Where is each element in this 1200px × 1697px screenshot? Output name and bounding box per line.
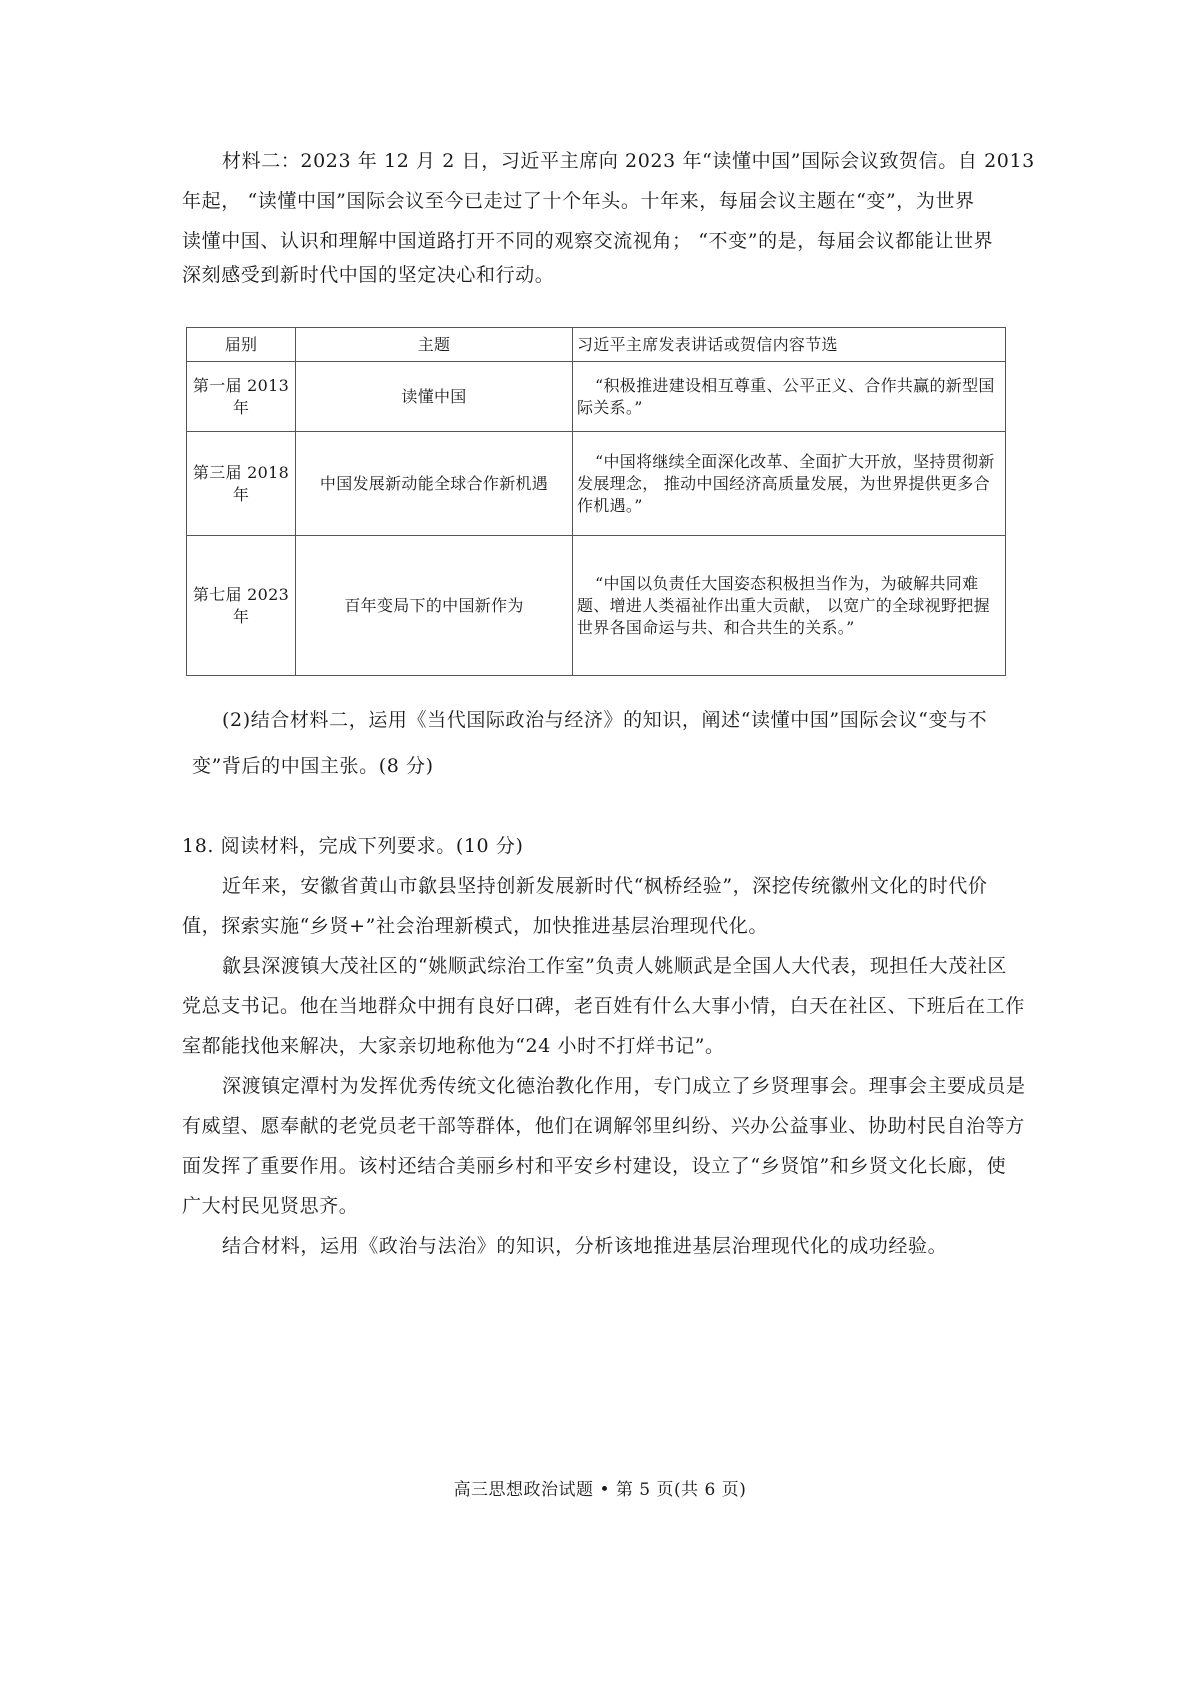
session-label: 年 <box>232 484 250 504</box>
text-line: 深渡镇定潭村为发挥优秀传统文化德治教化作用，专门成立了乡贤理事会。理事会主要成员是 <box>222 1075 1026 1097</box>
theme-cell: 百年变局下的中国新作为 <box>296 536 573 676</box>
text-line: 歙县深渡镇大茂社区的“姚顺武综治工作室”负责人姚顺武是全国人大代表，现担任大茂社区 <box>222 955 1008 977</box>
table-row <box>187 362 1006 432</box>
text-line: 年起， “读懂中国”国际会议至今已走过了十个年头。十年来，每届会议主题在“变”，为世界 <box>182 190 975 212</box>
speech-excerpt: “积极推进建设相互尊重、公平正义、合作共赢的新型国际关系。” <box>577 375 995 417</box>
header-theme: 主题 <box>296 328 573 362</box>
speech-excerpt: “中国将继续全面深化改革、全面扩大开放，坚持贯彻新发展理念， 推动中国经济高质量发展，为世界提供更多合作机遇。” <box>577 451 995 515</box>
session-cell <box>187 432 296 536</box>
question-18 <box>182 826 1026 1266</box>
page-footer: 高三思想政治试题 • 第 5 页(共 6 页) <box>453 1480 747 1500</box>
header-content: 习近平主席发表讲话或贺信内容节选 <box>573 328 1006 362</box>
speech-excerpt: “中国以负责任大国姿态积极担当作为，为破解共同难题、增进人类福祉作出重大贡献， 以宽广的全球视野把握世界各国命运与共、和合共生的关系。” <box>577 573 990 637</box>
theme-cell: 读懂中国 <box>296 362 573 432</box>
session-cell <box>187 536 296 676</box>
text-line: 室都能找他来解决，大家亲切地称他为“24 小时不打烊书记”。 <box>182 1035 725 1057</box>
material-two-paragraph <box>182 141 1035 289</box>
text-line: 值，探索实施“乡贤+”社会治理新模式，加快推进基层治理现代化。 <box>182 915 768 937</box>
question-title: 18. 阅读材料，完成下列要求。(10 分) <box>182 835 524 857</box>
table-row <box>187 432 1006 536</box>
text-line: 有威望、愿奉献的老党员老干部等群体，他们在调解邻里纠纷、兴办公益事业、协助村民自治等方 <box>182 1115 1025 1137</box>
session-label: 年 <box>232 397 250 417</box>
header-session: 届别 <box>187 328 296 362</box>
table-row <box>187 536 1006 676</box>
text-line: 近年来，安徽省黄山市歙县坚持创新发展新时代“枫桥经验”，深挖传统徽州文化的时代价 <box>222 875 988 897</box>
question-task: 结合材料，运用《政治与法治》的知识，分析该地推进基层治理现代化的成功经验。 <box>222 1235 948 1257</box>
question-two <box>182 697 1022 789</box>
content-cell <box>573 432 1006 536</box>
content-cell <box>573 362 1006 432</box>
session-label: 第七届 2023 <box>192 584 290 604</box>
text-line: 党总支书记。他在当地群众中拥有良好口碑，老百姓有什么大事小情，白天在社区、下班后在工作 <box>182 995 1025 1017</box>
text-line: 面发挥了重要作用。该村还结合美丽乡村和平安乡村建设，设立了“乡贤馆”和乡贤文化长廊，使 <box>182 1155 1007 1177</box>
text-line: 广大村民见贤思齐。 <box>182 1195 359 1217</box>
text-line: (2)结合材料二，运用《当代国际政治与经济》的知识，阐述“读懂中国”国际会议“变与不 <box>222 709 988 731</box>
content-cell <box>573 536 1006 676</box>
table-header-row <box>187 328 1006 362</box>
session-label: 年 <box>232 606 250 626</box>
text-line: 深刻感受到新时代中国的坚定决心和行动。 <box>182 264 555 286</box>
session-cell <box>187 362 296 432</box>
text-line: 材料二：2023 年 12 月 2 日，习近平主席向 2023 年“读懂中国”国际会议致贺信。自 2013 <box>222 150 1035 172</box>
session-label: 第三届 2018 <box>192 462 290 482</box>
text-line: 变”背后的中国主张。(8 分) <box>192 755 434 777</box>
text-line: 读懂中国、认识和理解中国道路打开不同的观察交流视角； “不变”的是，每届会议都能让世界 <box>182 230 994 252</box>
session-label: 第一届 2013 <box>192 375 290 395</box>
material-table <box>186 327 1006 676</box>
theme-cell: 中国发展新动能全球合作新机遇 <box>296 432 573 536</box>
